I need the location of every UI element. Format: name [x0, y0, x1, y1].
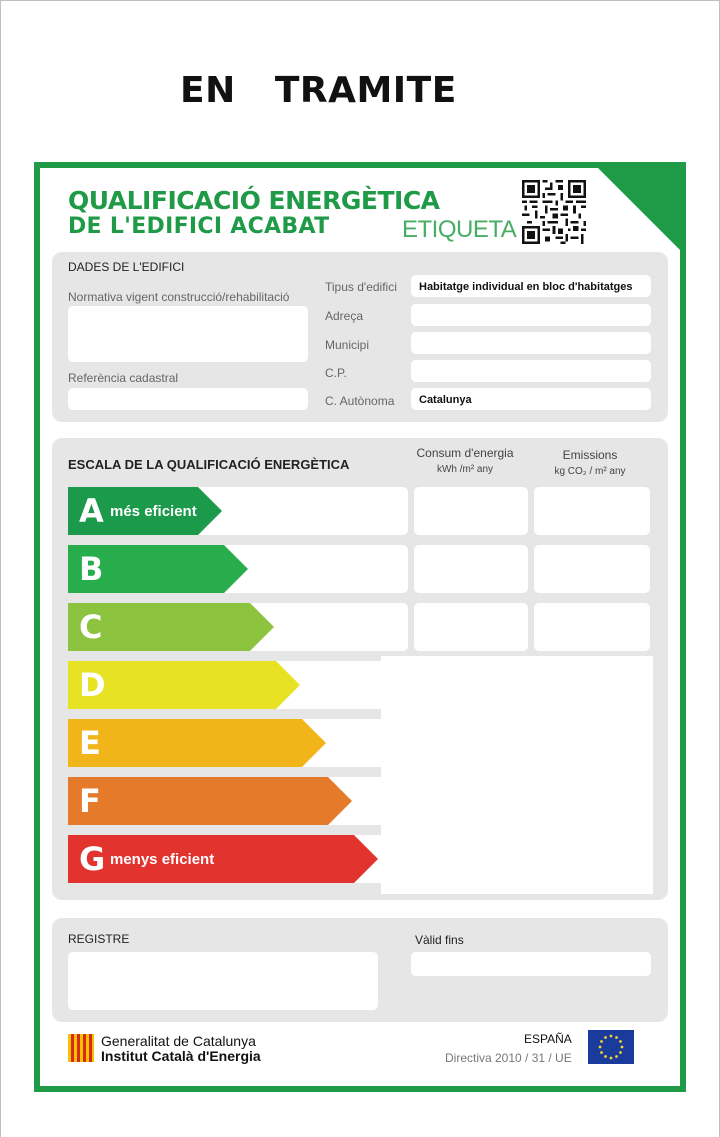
referencia-field[interactable] — [68, 388, 308, 410]
eu-flag-icon — [588, 1030, 634, 1064]
rating-arrow-c — [68, 603, 274, 651]
consum-cell-c[interactable] — [414, 603, 528, 651]
consum-cell-a[interactable] — [414, 487, 528, 535]
emissions-cell-b[interactable] — [534, 545, 650, 593]
adreca-label: Adreça — [325, 309, 364, 323]
consum-cell-b[interactable] — [414, 545, 528, 593]
cp-field[interactable] — [411, 360, 651, 382]
certificate-title: QUALIFICACIÓ ENERGÈTICA — [68, 186, 440, 215]
institut-name: Institut Català d'Energia — [101, 1048, 261, 1064]
emissions-header — [532, 448, 648, 477]
municipi-label: Municipi — [325, 338, 370, 352]
autonomia-label: C. Autònoma — [325, 394, 395, 408]
page-border-left — [0, 132, 1, 1137]
normativa-field[interactable] — [68, 306, 308, 362]
emissions-cell-a[interactable] — [534, 487, 650, 535]
registre-field[interactable] — [68, 952, 378, 1010]
rating-arrow-b — [68, 545, 248, 593]
rating-letter-g: G — [79, 840, 106, 878]
cp-label: C.P. — [325, 366, 347, 380]
redacted-area — [381, 656, 653, 894]
tipus-value: Habitatge individual en bloc d'habitatges — [419, 281, 633, 293]
municipi-field[interactable] — [411, 332, 651, 354]
emissions-unit: kg CO₂ / m² any — [554, 466, 626, 477]
rating-label-a: més eficient — [110, 503, 197, 520]
adreca-field[interactable] — [411, 304, 651, 326]
directive-label: Directiva 2010 / 31 / UE — [445, 1051, 572, 1065]
rating-arrow-e — [68, 719, 326, 767]
energy-scale-title: ESCALA DE LA QUALIFICACIÓ ENERGÈTICA — [68, 457, 350, 472]
rating-arrow-g — [68, 835, 378, 883]
rating-letter-b: B — [79, 550, 104, 588]
valid-fins-label: Vàlid fins — [415, 933, 464, 947]
rating-letter-d: D — [79, 666, 106, 704]
consum-title: Consum d'energia — [416, 446, 514, 460]
senyera-logo-icon — [68, 1034, 94, 1062]
building-data-title: DADES DE L'EDIFICI — [68, 260, 185, 274]
status-title: EN TRAMITE — [180, 70, 457, 111]
rating-letter-c: C — [79, 608, 103, 646]
consum-unit: kWh /m² any — [436, 464, 494, 475]
rating-letter-e: E — [79, 724, 101, 762]
arrow-shape-f — [68, 777, 352, 825]
generalitat-name: Generalitat de Catalunya — [101, 1033, 256, 1049]
rating-arrow-a — [68, 487, 222, 535]
rating-letter-a: A — [79, 492, 104, 530]
consum-header — [410, 446, 520, 475]
country-label: ESPAÑA — [524, 1032, 572, 1046]
etiqueta-label: ETIQUETA — [402, 216, 517, 243]
rating-arrow-d — [68, 661, 300, 709]
rating-label-g: menys eficient — [110, 851, 215, 868]
top-frame — [0, 0, 720, 132]
registre-label: REGISTRE — [68, 932, 130, 946]
valid-fins-field[interactable] — [411, 952, 651, 976]
qr-code-icon[interactable] — [522, 180, 586, 244]
autonomia-value: Catalunya — [419, 394, 472, 406]
rating-arrow-f — [68, 777, 352, 825]
referencia-label: Referència cadastral — [68, 371, 179, 385]
emissions-cell-c[interactable] — [534, 603, 650, 651]
rating-letter-f: F — [79, 782, 101, 820]
certificate-subtitle: DE L'EDIFICI ACABAT — [68, 214, 330, 239]
arrow-shape-e — [68, 719, 326, 767]
tipus-label: Tipus d'edifici — [325, 280, 397, 294]
emissions-title: Emissions — [562, 448, 618, 462]
normativa-label: Normativa vigent construcció/rehabilitació — [68, 290, 290, 304]
corner-triangle-icon — [598, 168, 680, 250]
